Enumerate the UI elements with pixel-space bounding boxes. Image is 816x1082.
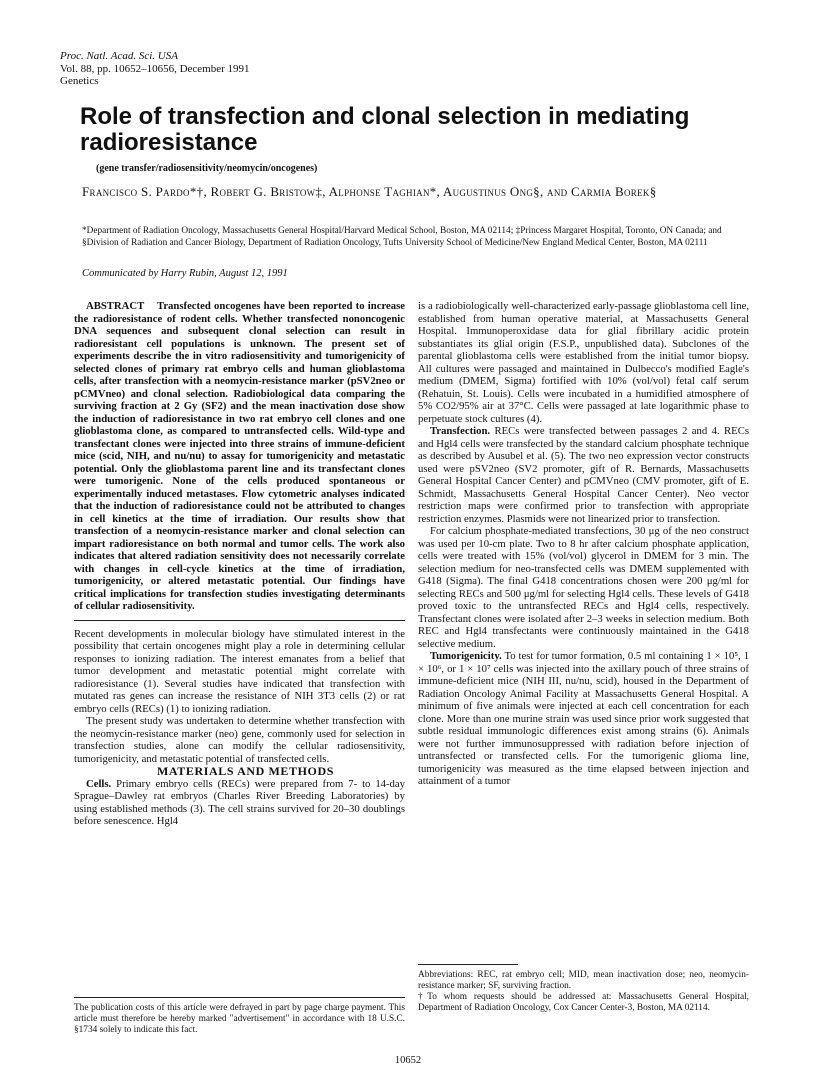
journal-header (60, 50, 250, 88)
left-column (74, 300, 405, 828)
tumorigenicity-paragraph (418, 650, 749, 788)
intro-paragraph-1: Recent developments in molecular biology have stimulated interest in the possibility that certain oncogenes might play a role in determining cellular responses to ionizing radiation. The interest emanates from a belief that tumor development and metastatic potential might correlate with radioresistance (1). Several studies have indicated that transfection with mutated ras genes can increase the resistance of NIH 3T3 cells (2) or rat embryo cells (RECs) (1) to ionizing radiation. (74, 627, 405, 715)
cells-run-head: Cells. (86, 777, 112, 790)
abstract (74, 300, 405, 613)
calcium-paragraph: For calcium phosphate-mediated transfections, 30 μg of the neo construct was used per 10-cm plate. Two to 8 hr after calcium phosphate application, cells were treated with 15% (vol/vol) glycerol in DMEM for 3 min. The selection medium for neo-transfected cells was DMEM supplemented with G418 (Sigma). The final G418 concentrations chosen were 200 μg/ml for selecting RECs and 500 μg/ml for selecting Hgl4 cells. These levels of G418 proved toxic to the untransfected RECs and Hgl4 cells, respectively. Transfectant clones were isolated after 2–3 weeks in selection medium. Both REC and Hgl4 transfectants were continuously maintained in the G418 selective medium. (418, 525, 749, 650)
article-title: Role of transfection and clonal selection in mediating radioresistance (80, 103, 690, 156)
authors: Francisco S. Pardo*†, Robert G. Bristow‡, Alphonse Taghian*, Augustinus Ong§, and Carmia Borek§ (82, 184, 657, 199)
tumorigenicity-text: To test for tumor formation, 0.5 ml containing 1 × 10⁵, 1 × 10⁶, or 1 × 10⁷ cells was injected into the axillary pouch of three strains of immune-deficient mice (NIH III, nu/nu, scid), housed in the Department of Radiation Oncology Animal Facility at Massachusetts General Hospital. A minimum of five animals were injected at each cell concentration for each clone. More than one murine strain was used since prior work suggested that subtle residual immunologic differences exist among strains (6). Animals were not further immunosuppressed with radiation before injection of untransfected or transfected cells. For the tumorigenic glioma line, tumorigenicity was measured as the time elapsed between injection and attainment of a tumor (418, 650, 749, 787)
cells-continued: is a radiobiologically well-characterized early-passage glioblastoma cell line, established from human operative material, at Massachusetts General Hospital. Immunoperoxidase data for glial fibrillary acidic protein substantiates its glial origin (F.S.P., unpublished data). Subclones of the parental glioblastoma cells were established from the initial tumor biopsy. All cultures were passaged and maintained in Dulbecco's modified Eagle's medium (DMEM, Sigma) fortified with 10% (vol/vol) fetal calf serum (Rehatuin, St. Louis). Cells were incubated in a humidified atmosphere of 5% CO2/95% air at 37°C. Cells were passaged at late logarithmic phase to perpetuate stock cultures (4). (418, 300, 749, 425)
intro-paragraph-2: The present study was undertaken to determine whether transfection with the neomycin-resistance marker (neo) gene, commonly used for selection in transfection studies, alone can modify the cellular radiosensitivity, tumorigenicity, and metastatic potential of transfected cells. (74, 715, 405, 765)
abstract-heading: ABSTRACT (86, 300, 145, 312)
cells-text: Primary embryo cells (RECs) were prepared from 7- to 14-day Sprague–Dawley rat embryos (Charles River Breeding Laboratories) by using established methods (3). The cell strains survived for 20–30 doublings before senescence. Hgl4 (74, 777, 405, 827)
journal-volume: Vol. 88, pp. 10652–10656, December 1991 (60, 62, 250, 75)
right-footnote-divider (418, 964, 518, 965)
right-column (418, 300, 749, 788)
left-footnote-divider (74, 997, 405, 998)
tumorigenicity-run-head: Tumorigenicity. (430, 650, 502, 662)
correspondence-footnote: †To whom requests should be addressed at: Massachusetts General Hospital, Department of Radiation Oncology, Cox Cancer Center-3, Boston, MA 02114. (418, 992, 749, 1013)
transfection-text: RECs were transfected between passages 2 and 4. RECs and Hgl4 cells were transfected by the standard calcium phosphate technique as described by Ausubel et al. (5). The two neo expression vector constructs used were pSV2neo (SV2 promoter, gift of R. Bernards, Massachusetts General Hospital Cancer Center) and pCMVneo (CMV promoter, gift of E. Schmidt, Massachusetts General Hospital Cancer Center). Neo vector restriction maps were confirmed prior to transfection with appropriate restriction enzymes. Plasmids were not linearized prior to transfection. (418, 425, 750, 525)
journal-section: Genetics (60, 75, 99, 87)
methods-heading: MATERIALS AND METHODS (156, 764, 335, 778)
journal-name: Proc. Natl. Acad. Sci. USA (60, 50, 178, 62)
abbreviations-footnote: Abbreviations: REC, rat embryo cell; MID, mean inactivation dose; neo, neomycin-resistance marker; SF, surviving fraction. (418, 970, 749, 991)
abstract-text: Transfected oncogenes have been reported to increase the radioresistance of rodent cells. Whether transfected nononcogenic DNA sequences and subsequent clonal selection can result in radioresistant cell populations is unknown. The present set of experiments describe the in vitro radiosensitivity and tumorigenicity of selected clones of primary rat embryo cells and human glioblastoma cells, after transfection with a neomycin-resistance marker (pSV2neo or pCMVneo) and clonal selection. Radiobiological data comparing the surviving fraction at 2 Gy (SF2) and the mean inactivation dose show the induction of radioresistance in two rat embryo cell clones and one glioblastoma clone, as compared to untransfected cells. Wild-type and transfectant clones were injected into three strains of immune-deficient mice (scid, NIH, and nu/nu) to assay for tumorigenicity and metastatic potential. Only the glioblastoma parent line and its transfectant clones were tumorigenic. None of the cells produced spontaneous or experimentally induced metastases. Flow cytometric analyses indicated that the induction of radioresistance could not be attributed to changes in cell kinetics at the time of irradiation. Our results show that transfection of a neomycin-resistance marker and clonal selection can impart radioresistance on both normal and tumor cells. The work also indicates that altered radiation sensitivity does not necessarily correlate with changes in cell-cycle kinetics at the time of irradiation, tumorigenicity, or altered metastatic potential. Our findings have critical implications for transfection studies investigating determinants of cellular radiosensitivity. (74, 300, 405, 612)
communicated-by: Communicated by Harry Rubin, August 12, 1991 (82, 268, 288, 279)
transfection-paragraph (418, 425, 749, 525)
abstract-divider (74, 620, 405, 621)
cells-paragraph (74, 778, 405, 828)
publication-costs-footnote: The publication costs of this article were defrayed in part by page charge payment. This article must therefore be hereby marked "advertisement" in accordance with 18 U.S.C. §1734 solely to indicate this fact. (74, 1003, 405, 1035)
right-footnotes (418, 970, 749, 1014)
keywords: (gene transfer/radiosensitivity/neomycin/oncogenes) (96, 163, 318, 174)
page-number: 10652 (394, 1055, 422, 1066)
transfection-run-head: Transfection. (430, 425, 491, 437)
affiliations: *Department of Radiation Oncology, Massachusetts General Hospital/Harvard Medical School, Boston, MA 02114; ‡Princess Margaret Hospital, Toronto, ON Canada; and §Division of Radiation and Cancer Biology, Department of Radiation Oncology, Tufts University School of Medicine/New England Medical Center, Boston, MA 02111 (82, 226, 722, 248)
